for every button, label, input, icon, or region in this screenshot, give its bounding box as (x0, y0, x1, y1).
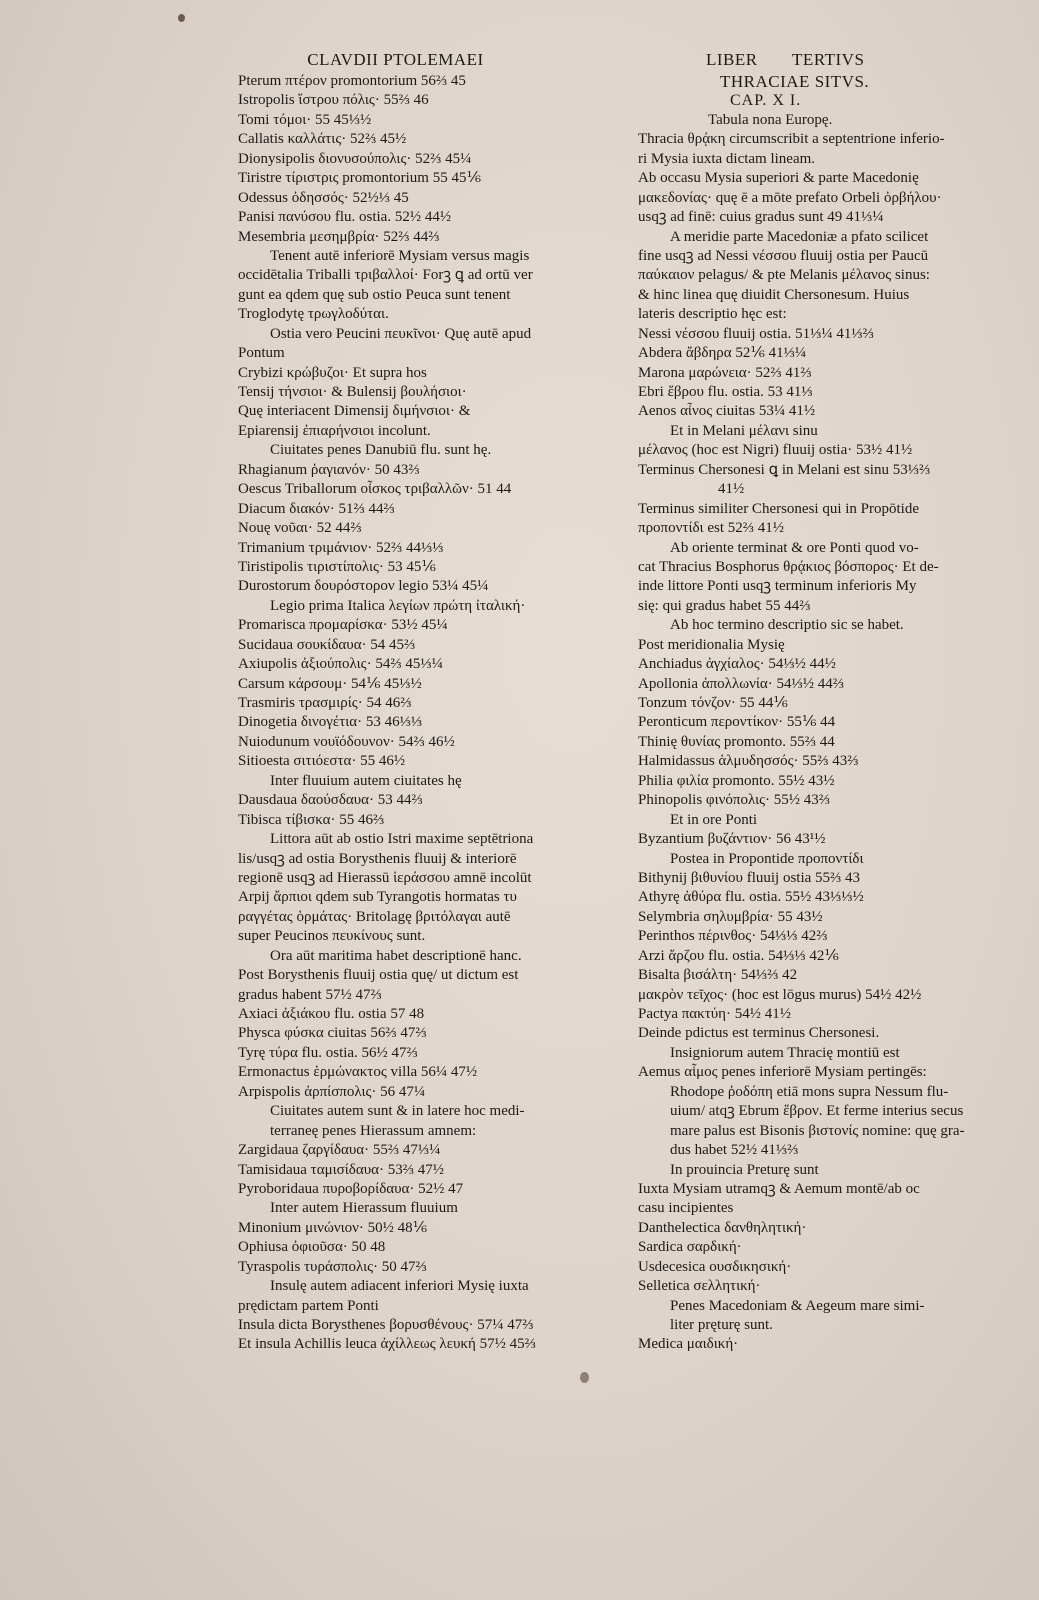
text-line: Nouę νοῦαι· 52 44⅔ (238, 520, 362, 537)
text-line: Trimanium τριμάνιον· 52⅔ 44⅓⅓ (238, 539, 444, 556)
text-line: casu incipientes (638, 1200, 734, 1217)
text-line: ri Mysia iuxta dictam lineam. (638, 150, 816, 167)
left-column-text (238, 72, 583, 1355)
text-line: ραγγέτας ὁρμάτας· Britolagę βριτόλαγαι autē (238, 908, 511, 925)
text-line: Pontum (238, 345, 285, 362)
text-line: Littora aūt ab ostio Istri maxime septētriona (270, 831, 534, 848)
text-line: Pactya πακτύη· 54½ 41½ (638, 1006, 792, 1022)
text-line: Marona μαρώνεια· 52⅔ 41⅔ (638, 364, 812, 381)
text-line: Insula dicta Borysthenes βορυσθένους· 57¼ 47⅔ (238, 1317, 534, 1333)
text-line: Trasmiris τρασμιρίς· 54 46⅔ (238, 695, 412, 711)
left-column (238, 50, 583, 1355)
text-line: Mesembria μεσημβρία· 52⅔ 44⅔ (238, 228, 440, 245)
text-line: Pyroboridaua πυροβορίδαυα· 52½ 47 (238, 1180, 464, 1197)
text-line: & hinc linea quę diuidit Chersonesum. Huius (638, 286, 910, 303)
text-line: Zargidaua ζαργίδαυα· 55⅔ 47⅓¼ (238, 1142, 441, 1159)
text-line: cat Thracius Bosphorus θρᾴκιος βόσπορος· Et de- (638, 558, 939, 575)
text-line: μέλανος (hoc est Nigri) fluuij ostia· 53½ 41½ (638, 442, 913, 459)
text-line: regionē usqꝫ ad Hierassū ἱεράσσου amnē incolūt (238, 869, 532, 886)
right-column-text (638, 72, 983, 1355)
text-line: Phinopolis φινόπολις· 55½ 43⅔ (638, 792, 831, 809)
text-line: terraneę penes Hierassum amnem: (270, 1122, 477, 1139)
ink-spot (580, 1372, 589, 1383)
text-line: Sitioesta σιτιόεστα· 55 46½ (238, 753, 406, 770)
text-line: Et in ore Ponti (670, 811, 758, 828)
text-line: gradus habent 57½ 47⅔ (238, 986, 382, 1003)
text-line: Arpij ἄρπιοι qdem sub Tyrangotis hormatas τυ (238, 889, 517, 906)
text-line: Axiaci ἀξιάκου flu. ostia 57 48 (238, 1006, 425, 1022)
text-line: Tyraspolis τυράσπολις· 50 47⅔ (238, 1258, 427, 1275)
text-line: Quę interiacent Dimensij διμήνσιοι· & (238, 403, 471, 420)
text-line: Ebri ἕβρου flu. ostia. 53 41⅓ (638, 384, 813, 400)
text-line: μακρὸν τεῖχος· (hoc est lōgus murus) 54½ 42½ (638, 986, 922, 1003)
text-line: Tiristipolis τιριστίπολις· 53 45⅙ (238, 558, 436, 575)
text-line: Thinię θυνίας promonto. 55⅔ 44 (638, 733, 835, 750)
text-line: Durostorum δουρόστορον legio 53¼ 45¼ (238, 578, 489, 595)
text-line: Promarisca προμαρίσκα· 53½ 45¼ (238, 617, 448, 634)
text-line: Terminus similiter Chersonesi qui in Propōtide (638, 500, 920, 517)
text-line: inde littore Ponti usqꝫ terminum inferioris My (638, 578, 917, 595)
text-line: Dinogetia δινογέτια· 53 46⅓⅓ (238, 714, 423, 731)
text-line: Halmidassus ἁλμυδησσός· 55⅔ 43⅔ (638, 753, 859, 770)
text-line: Panisi πανύσου flu. ostia. 52½ 44½ (238, 209, 452, 226)
text-line: Tenent autē inferiorē Mysiam versus magis (270, 247, 530, 264)
text-line: Tensij τήνσιοι· & Bulensij βουλήσιοι· (238, 384, 467, 400)
text-line: Danthelectica δανθηλητική· (638, 1219, 807, 1236)
text-line: Post meridionalia Mysię (638, 636, 785, 653)
text-line: fine usqꝫ ad Nessi νέσσου fluuij ostia per Paucū (638, 247, 929, 264)
text-line: Ab hoc termino descriptio sic se habet. (670, 617, 904, 634)
text-line: Odessus ὀδησσός· 52½⅓ 45 (238, 189, 409, 206)
text-line: uium/ atqꝫ Ebrum ἕβρον. Et ferme interius secus (670, 1103, 964, 1120)
text-line: Sucidaua σουκίδαυα· 54 45⅔ (238, 636, 416, 653)
text-line: Ciuitates autem sunt & in latere hoc medi- (270, 1103, 525, 1120)
text-line: usqꝫ ad finē: cuius gradus sunt 49 41⅓¼ (638, 209, 884, 226)
text-line: Et insula Achillis leuca ἀχίλλεως λευκή 57½ 45⅔ (238, 1336, 536, 1353)
text-line: Ab oriente terminat & ore Ponti quod vo- (670, 539, 919, 556)
text-line: μακεδονίας· quę ē a mōte prefato Orbeli ὀρβήλου· (638, 189, 942, 206)
text-line: Anchiadus ἀγχίαλος· 54⅓½ 44½ (638, 656, 836, 673)
right-column (638, 50, 983, 1355)
text-line: Callatis καλλάτις· 52⅔ 45½ (238, 131, 407, 148)
text-line: Axiupolis ἀξιούπολις· 54⅔ 45⅓¼ (238, 656, 443, 673)
text-line: Rhagianum ῥαγιανόν· 50 43⅔ (238, 461, 420, 478)
text-line: gunt ea qdem quę sub ostio Peuca sunt tenent (238, 286, 511, 303)
text-line: Ciuitates penes Danubiū flu. sunt hę. (270, 442, 492, 459)
text-line: Nessi νέσσου fluuij ostia. 51⅓¼ 41⅓⅔ (638, 325, 874, 342)
text-line: Bisalta βισάλτη· 54⅓⅔ 42 (638, 967, 798, 984)
text-line: Postea in Propontide προποντίδι (670, 850, 864, 867)
text-line: 41½ (718, 481, 745, 498)
text-line: Philia φιλία promonto. 55½ 43½ (638, 772, 835, 789)
text-line: Iuxta Mysiam utramqꝫ & Aemum montē/ab oc (638, 1180, 920, 1197)
text-line: super Peucinos πευκίνους sunt. (238, 928, 426, 945)
text-line: In prouincia Preturę sunt (670, 1161, 819, 1178)
text-line: Athyrę ἀθύρα flu. ostia. 55½ 43⅓⅓½ (638, 889, 864, 906)
text-line: Istropolis ἵστρου πόλις· 55⅔ 46 (238, 92, 429, 109)
text-line: Et in Melani μέλανι sinu (670, 422, 818, 439)
text-line: Inter autem Hierassum fluuium (270, 1200, 458, 1217)
text-line: Tamisidaua ταμισίδαυα· 53⅔ 47½ (238, 1161, 444, 1178)
text-line: occidētalia Triballi τριβαλλοί· Forꝫ ꝗ ad ortū ver (238, 267, 533, 284)
text-line: lis/usqꝫ ad ostia Borysthenis fluuij & interiorē (238, 850, 517, 867)
text-line: Tiristre τίριστρις promontorium 55 45⅙ (238, 170, 481, 187)
text-line: Bithynij βιθυνίου fluuij ostia 55⅔ 43 (638, 869, 861, 886)
text-line: Tonzum τόνζον· 55 44⅙ (638, 695, 788, 711)
text-line: Apollonia ἀπολλωνία· 54⅓½ 44⅔ (638, 675, 845, 692)
text-line: Ab occasu Mysia superiori & parte Macedonię (638, 170, 919, 187)
text-line: Insigniorum autem Thracię montiū est (670, 1044, 900, 1061)
text-line: Sardica σαρδική· (638, 1239, 742, 1256)
text-line: Minonium μινώνιον· 50½ 48⅙ (238, 1219, 428, 1236)
text-line: Arzi ἄρζου flu. ostia. 54⅓⅓ 42⅙ (638, 947, 839, 964)
text-line: παύκαιον pelagus/ & pte Melanis μέλανος sinus: (638, 267, 930, 284)
text-line: Epiarensij ἐπιαρήνσιοι incolunt. (238, 422, 431, 439)
text-line: Tabula nona Europę. (708, 111, 833, 128)
text-line: CAP. X I. (730, 92, 802, 110)
text-line: Insulę autem adiacent inferiori Mysię iuxta (270, 1278, 529, 1295)
text-line: Diacum διακόν· 51⅔ 44⅔ (238, 500, 395, 517)
text-line: Physca φύσκα ciuitas 56⅔ 47⅔ (238, 1025, 427, 1042)
ink-spot (178, 14, 185, 22)
text-line: Medica μαιδική· (638, 1336, 739, 1353)
text-line: Abdera ἄβδηρα 52⅙ 41⅓¼ (638, 345, 807, 362)
text-line: dus habet 52½ 41⅓⅔ (670, 1142, 799, 1159)
text-line: Thracia θρᾴκη circumscribit a septentrione inferio- (638, 131, 945, 148)
text-line: Ermonactus ἑρμώνακτος villa 56¼ 47½ (238, 1064, 478, 1081)
text-line: Tibisca τίβισκα· 55 46⅔ (238, 811, 385, 828)
running-header-left: CLAVDII PTOLEMAEI (307, 50, 484, 69)
text-line: Dausdaua δαούσδαυα· 53 44⅔ (238, 792, 423, 809)
text-line: προποντίδι est 52⅔ 41½ (638, 520, 784, 537)
text-line: Ophiusa ὀφιοῦσα· 50 48 (238, 1239, 386, 1256)
text-line: Pterum πτέρον promontorium 56⅔ 45 (238, 73, 466, 89)
text-line: Crybizi κρώβυζοι· Et supra hos (238, 364, 427, 381)
running-header-right: LIBER TERTIVS (706, 50, 865, 69)
text-line: Carsum κάρσουμ· 54⅙ 45⅓½ (238, 675, 422, 692)
text-line: Post Borysthenis fluuij ostia quę/ ut dictum est (238, 967, 519, 984)
text-line: Terminus Chersonesi ꝗ in Melani est sinu 53⅓⅔ (638, 461, 931, 478)
text-line: Perinthos πέρινθος· 54⅓⅓ 42⅔ (638, 928, 828, 945)
text-line: Tyrę τύρα flu. ostia. 56½ 47⅔ (238, 1044, 418, 1061)
text-line: Peronticum περοντίκον· 55⅙ 44 (638, 714, 836, 731)
text-line: Inter fluuium autem ciuitates hę (270, 772, 462, 789)
text-line: Oescus Triballorum οἶσκος τριβαλλῶν· 51 44 (238, 481, 512, 498)
text-line: Usdecesica ουσδικησική· (638, 1258, 792, 1275)
text-line: Aenos αἶνος ciuitas 53¼ 41½ (638, 403, 816, 420)
text-line: lateris descriptio hęc est: (638, 306, 787, 323)
text-line: mare palus est Bisonis βιστονίς nomine: quę gra- (670, 1122, 965, 1139)
text-line: A meridie parte Macedoniæ a pfato scilicet (670, 228, 929, 245)
text-line: Nuiodunum νουϊόδουνον· 54⅔ 46½ (238, 733, 455, 750)
text-line: Deinde pdictus est terminus Chersonesi. (638, 1025, 880, 1042)
text-line: się: qui gradus habet 55 44⅔ (638, 597, 811, 614)
text-line: Aemus αἷμος penes inferiorē Mysiam pertingēs: (638, 1064, 927, 1081)
text-line: Rhodope ῥοδόπη etiā mons supra Nessum flu- (670, 1083, 949, 1100)
text-line: Arpispolis ἀρπίσπολις· 56 47¼ (238, 1083, 426, 1100)
text-line: Ora aūt maritima habet descriptionē hanc. (270, 947, 522, 964)
text-line: THRACIAE SITVS. (720, 72, 870, 91)
text-line: Selletica σελλητική· (638, 1278, 761, 1295)
text-line: prędictam partem Ponti (238, 1297, 379, 1314)
text-line: Ostia vero Peucini πευκῖνοι· Quę autē apud (270, 325, 532, 342)
text-line: liter pręturę sunt. (670, 1317, 773, 1333)
text-line: Troglodytę τρωγλοδύται. (238, 306, 389, 323)
text-line: Dionysipolis διονυσούπολις· 52⅔ 45¼ (238, 150, 472, 167)
text-line: Byzantium βυζάντιον· 56 43¹½ (638, 831, 826, 848)
text-line: Tomi τόμοι· 55 45⅓½ (238, 111, 372, 128)
text-line: Legio prima Italica λεγίων πρώτη ἰταλική· (270, 597, 526, 614)
text-line: Penes Macedoniam & Aegeum mare simi- (670, 1297, 925, 1314)
text-line: Selymbria σηλυμβρία· 55 43½ (638, 908, 823, 925)
